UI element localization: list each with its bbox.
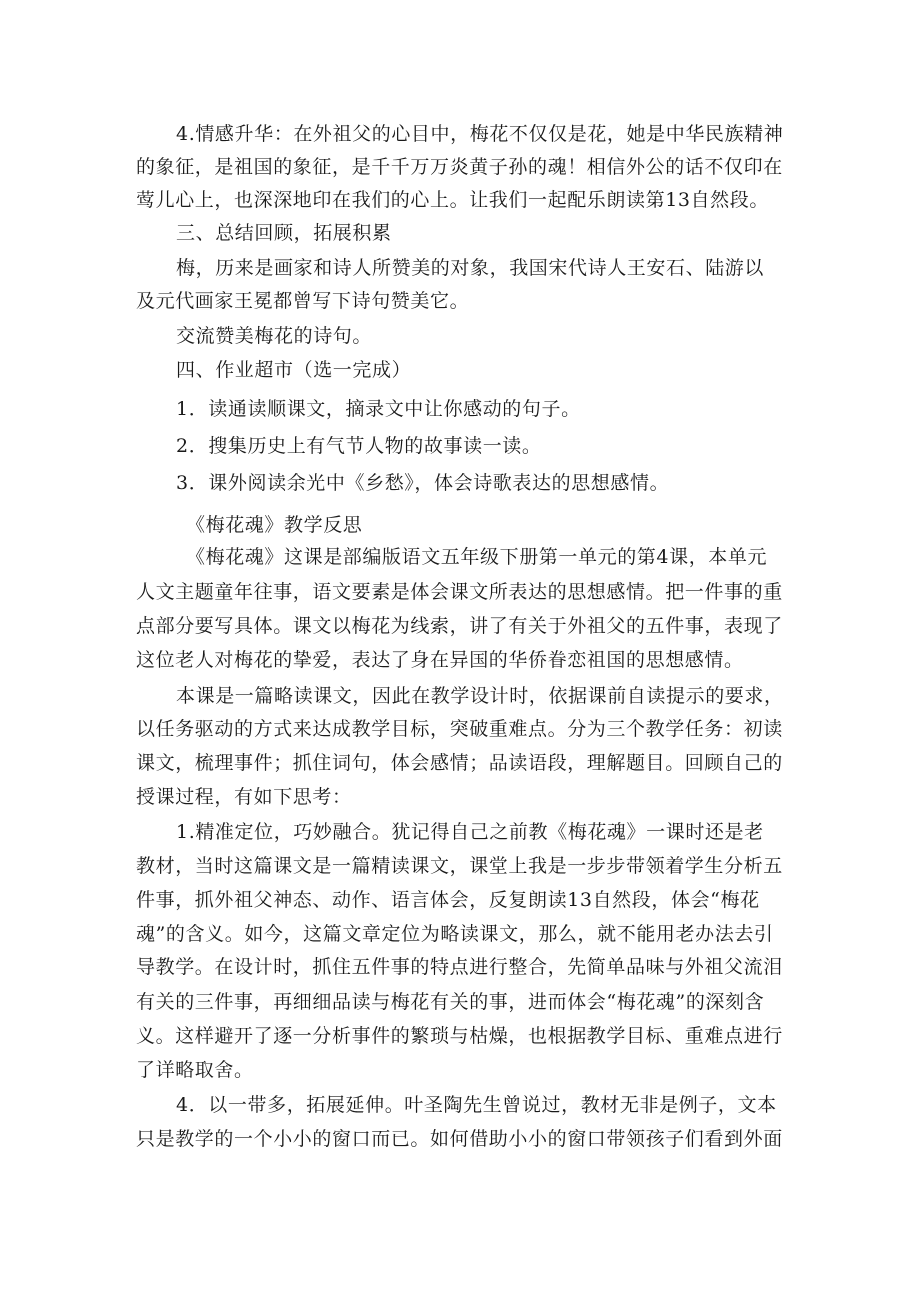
text-line: 有关的三件事，再细细品读与梅花有关的事，进而体会“梅花魂”的深刻含	[136, 991, 765, 1013]
text-line: 梅，历来是画家和诗人所赞美的对象，我国宋代诗人王安石、陆游以	[176, 257, 765, 279]
reflection-title: 《梅花魂》教学反思	[186, 514, 363, 536]
text-line: 本课是一篇略读课文，因此在教学设计时，依据课前自读提示的要求，	[176, 685, 784, 707]
text-line: 这位老人对梅花的挚爱，表达了身在异国的华侨眷恋祖国的思想感情。	[136, 649, 744, 671]
list-item: 3．课外阅读余光中《乡愁》，体会诗歌表达的思想感情。	[176, 472, 670, 494]
text-line: 只是教学的一个小小的窗口而已。如何借助小小的窗口带领孩子们看到外面	[136, 1128, 783, 1150]
text-line: 4.情感升华：在外祖父的心目中，梅花不仅仅是花，她是中华民族精神	[176, 123, 784, 145]
text-line: 及元代画家王冕都曾写下诗句赞美它。	[136, 290, 470, 312]
text-line: 交流赞美梅花的诗句。	[176, 325, 373, 347]
text-line: 教材，当时这篇课文是一篇精读课文，课堂上我是一步步带领着学生分析五	[136, 855, 783, 877]
text-line: 《梅花魂》这课是部编版语文五年级下册第一单元的第4课，本单元	[186, 546, 768, 568]
text-line: 导教学。在设计时，抓住五件事的特点进行整合，先简单品味与外祖父流泪	[136, 956, 783, 978]
text-line: 的象征，是祖国的象征，是千千万万炎黄子孙的魂！相信外公的话不仅印在	[136, 156, 783, 178]
list-item: 1．读通读顺课文，摘录文中让你感动的句子。	[176, 398, 581, 420]
text-line: 点部分要写具体。课文以梅花为线索，讲了有关于外祖父的五件事，表现了	[136, 615, 783, 637]
text-line: 莺儿心上，也深深地印在我们的心上。让我们一起配乐朗读第13自然段。	[136, 189, 769, 211]
list-item: 2．搜集历史上有气节人物的故事读一读。	[176, 435, 542, 457]
text-line: 人文主题童年往事，语文要素是体会课文所表达的思想感情。把一件事的重	[136, 581, 783, 603]
text-line: 件事，抓外祖父神态、动作、语言体会，反复朗读13自然段，体会“梅花	[136, 889, 760, 911]
text-line: 了详略取舍。	[136, 1059, 254, 1081]
text-line: 授课过程，有如下思考：	[136, 786, 352, 808]
section-heading: 三、总结回顾，拓展积累	[176, 222, 392, 244]
section-heading: 四、作业超市（选一完成）	[176, 359, 412, 381]
text-line: 课文，梳理事件；抓住词句，体会感情；品读语段，理解题目。回顾自己的	[136, 752, 783, 774]
text-line: 魂”的含义。如今，这篇文章定位为略读课文，那么，就不能用老办法去引	[136, 923, 774, 945]
text-line: 4．以一带多，拓展延伸。叶圣陶先生曾说过，教材无非是例子，文本	[176, 1094, 777, 1116]
text-line: 义。这样避开了逐一分析事件的繁琐与枯燥，也根据教学目标、重难点进行	[136, 1025, 783, 1047]
text-line: 1.精准定位，巧妙融合。犹记得自己之前教《梅花魂》一课时还是老	[176, 821, 764, 843]
text-line: 以任务驱动的方式来达成教学目标，突破重难点。分为三个教学任务：初读	[136, 718, 783, 740]
